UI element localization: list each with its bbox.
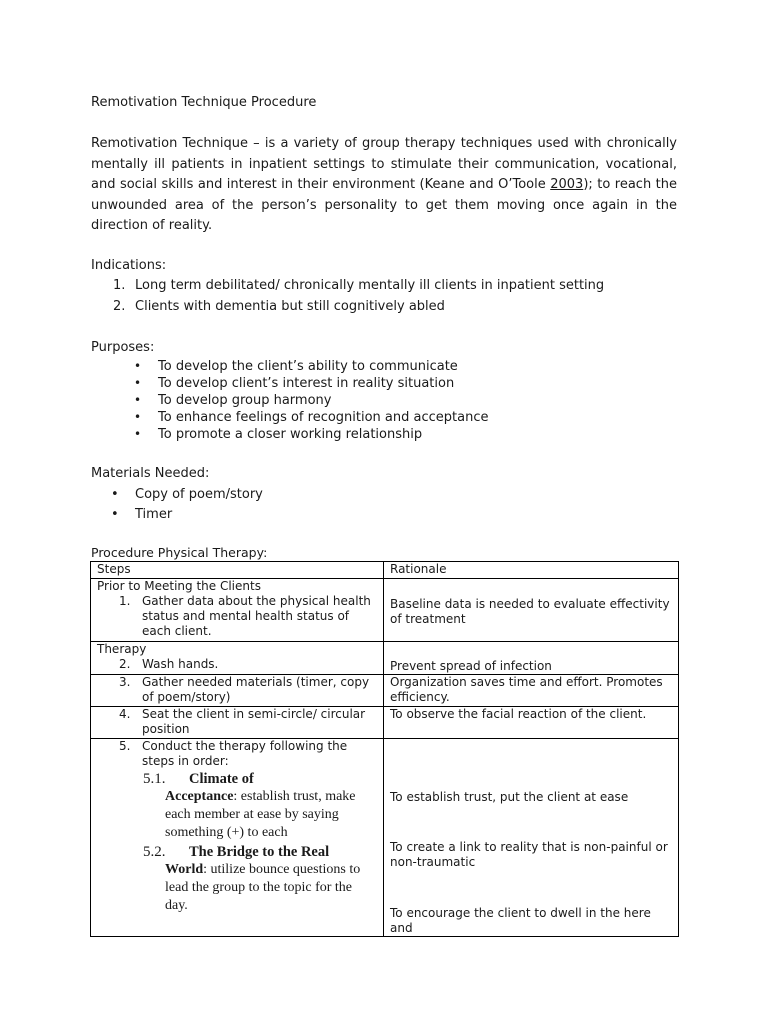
substep-title: Climate of [189,771,254,787]
bullet-icon: • [134,376,142,390]
step-text: Conduct the therapy following the steps in order: [142,739,348,768]
bullet-icon: • [111,487,119,502]
intro-paragraph [91,134,677,237]
table-row [91,707,679,739]
citation-year-link[interactable]: 2003 [550,177,584,192]
list-text: To develop the client’s ability to communicate [158,359,458,374]
column-header-steps: Steps [91,562,384,579]
substep-description: : establish trust, make each member at ease by saying something (+) to each [165,789,356,840]
substep-text [165,861,377,915]
list-item [91,409,691,426]
bullet-icon: • [134,359,142,373]
table-row [91,675,679,707]
rationale-text: Baseline data is needed to evaluate effectivity of treatment [390,597,670,626]
step-item [97,675,377,705]
indications-heading: Indications: [91,258,167,273]
list-number: 2. [113,298,126,314]
rationale-cell [384,579,679,642]
substep-description: : utilize bounce questions to lead the group to the topic for the day. [165,862,361,913]
list-item [91,276,691,297]
list-text: Long term debilitated/ chronically mentally ill clients in inpatient setting [135,278,605,293]
substep-climate-of-acceptance [97,770,377,842]
list-text: To enhance feelings of recognition and acceptance [158,410,489,425]
list-text: To develop client’s interest in reality situation [158,376,455,391]
procedure-table [90,561,679,937]
list-item [91,485,691,505]
steps-cell [91,642,384,675]
table-row [91,739,679,937]
intro-text-end: ); to reach the unwounded area of the person’s personality to get them moving once again in the direction of reality. [91,177,678,233]
rationale-text: Prevent spread of infection [390,659,552,673]
materials-list [91,485,691,525]
purposes-list [91,358,691,443]
step-text: Wash hands. [142,657,219,671]
step-text: Gather data about the physical health status and mental health status of each client. [142,594,371,638]
bullet-icon: • [111,507,119,522]
step-number: 1. [119,594,131,608]
steps-cell [91,675,384,707]
list-item [91,392,691,409]
rationale-text: To encourage the client to dwell in the here and [390,906,651,935]
procedure-heading: Procedure Physical Therapy: [91,545,268,560]
table-header-row [91,562,679,579]
step-item [97,594,377,639]
materials-heading: Materials Needed: [91,466,210,481]
step-item [97,707,377,737]
substep-bold-word: Acceptance [165,789,234,804]
step-number: 4. [119,707,131,721]
bullet-icon: • [134,393,142,407]
bullet-icon: • [134,410,142,424]
rationale-text: To establish trust, put the client at ease [390,790,629,804]
rationale-cell [384,675,679,707]
list-text: To promote a closer working relationship [158,427,423,442]
list-text: Copy of poem/story [135,487,263,502]
section-label: Prior to Meeting the Clients [97,579,261,593]
substep-text [165,788,377,842]
substep-bold-word: World [165,862,204,877]
step-item [97,657,377,672]
section-label: Therapy [97,642,147,656]
intro-text: Remotivation Technique – is a variety of group therapy techniques used with chronically mentally ill patients in inpatient settings to stimulate their communication, vocational, and social skills and interest in their environment (Keane and O’Toole [91,136,677,192]
substep-bridge-to-real-world [97,843,377,915]
steps-cell [91,739,384,937]
substep-title: The Bridge to the Real [189,844,330,860]
rationale-text: To create a link to reality that is non-painful or non-traumatic [390,840,668,869]
list-number: 1. [113,278,126,293]
table-row [91,642,679,675]
step-text: Gather needed materials (timer, copy of poem/story) [142,675,370,704]
rationale-cell [384,739,679,937]
bullet-icon: • [134,427,142,441]
step-item [97,739,377,769]
column-header-rationale: Rationale [384,562,679,579]
document-title: Remotivation Technique Procedure [91,95,317,110]
steps-cell [91,707,384,739]
purposes-heading: Purposes: [91,340,155,355]
list-item [91,375,691,392]
list-item [91,358,691,375]
step-text: Seat the client in semi-circle/ circular position [142,707,366,736]
list-item [91,426,691,443]
rationale-cell [384,642,679,675]
list-item [91,297,691,318]
steps-cell [91,579,384,642]
step-number: 5. [119,739,131,753]
list-text: Timer [135,507,173,522]
rationale-cell [384,707,679,739]
list-item [91,505,691,525]
step-number: 2. [119,657,131,671]
step-number: 3. [119,675,131,689]
substep-number: 5.1. [143,771,166,787]
rationale-text: Organization saves time and effort. Promotes efficiency. [390,675,663,704]
list-text: To develop group harmony [158,393,332,408]
indications-list [91,276,691,317]
list-text: Clients with dementia but still cognitively abled [135,298,445,314]
rationale-text: To observe the facial reaction of the client. [390,707,647,721]
table-row [91,579,679,642]
substep-number: 5.2. [143,844,166,860]
